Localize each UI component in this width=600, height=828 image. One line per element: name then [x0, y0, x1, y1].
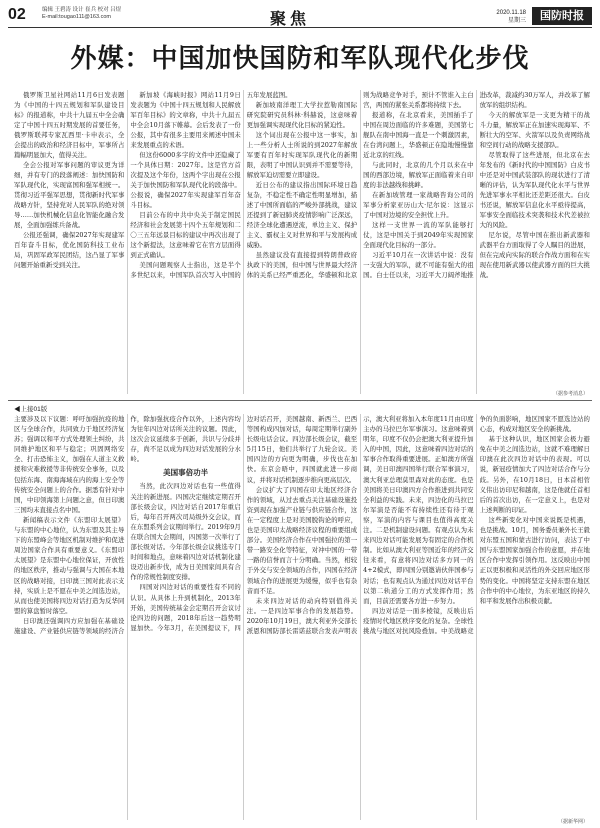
upper-credit: （据参考消息） [552, 391, 588, 397]
paragraph: 美国问题观察人士指出，这是半个多世纪以来，中国军队首次写入中国的五年发展蓝图。 [130, 91, 292, 279]
paragraph: 今天的解放军是一支更为精干的战斗力量，解放军正在加速实现海军、不断壮大的空军、火箭军以及负责网络战和空间行动的战略支援部队。 [479, 111, 590, 149]
main-headline: 外媒：中国加快国防和军队现代化步伐 [70, 44, 530, 74]
paragraph: 这个词出现在公报中这一事实，加上一些分析人士所说的到2027年解放军要有百年时实现军队现代化的新期限，表明了中国认识到并不需要等待，解放军迫切需要立即建设。 [246, 131, 358, 179]
paragraph: 目前公布的中共中央关于制定国民经济和社会发展第十四个五年规划和二〇三五年远景目标的建议中再次出现了这个新提法，这意味着它在官方层面得到正式确认。 [130, 211, 241, 259]
paragraph: 虽然建议没有直接提到特朗普政府执政下的美国，但中国与世界最大经济体的关系已经严重恶化，华盛顿和北京则为战略竞争对手，预计不管谁入主白宫，两国的紧张关系都将持续下去。 [246, 91, 474, 279]
subheading: 美国事倍功半 [163, 468, 209, 478]
weekday-text: 星期三 [507, 18, 526, 24]
continued-from-tag: ◀上接01版 [14, 406, 48, 413]
paragraph: 这样一支世界一流的军队能够打仗，这是中国关于到2049年实现国家全面现代化目标的一部分。 [363, 221, 474, 249]
editor-credits [42, 7, 121, 21]
paragraph: 近日公布的建议指出国际环境日趋复杂，不稳定性不确定性明显增加，描述了中国所面临的严峻外部挑战，建议还提到了新冠肺炎疫情影响广泛深远，经济全球化遭遇逆流，单边主义、保护主义、霸权主义对世界和平与发展构成威胁。 [246, 181, 358, 249]
paragraph: 新闻稿表示文件《东盟印太展望》与东盟的中心地位，认为东盟及其主导下的东盟峰会等地区机制对维护和促进周边国家合作具有重要意义。《东盟印太展望》是东盟中心地位保证，开放性的地区秩序，推动与强调与大国在本地区的战略对接，日印澳三国对此表示支持，实质上是不愿在中美之间选边站，从而也使美国将四边对话打造为反华同盟的算盘暂时落空。 [14, 515, 125, 615]
paragraph: 全会公报对军事问题的审议更为详细，并有专门的段落阐述：加快国防和军队现代化，实现富国和强军相统一。贯彻习近平强军思想，贯彻新时代军事战略方针，坚持党对人民军队的绝对领导……加快机械化信息化智能化融合发展，全面加强练兵备战。 [14, 161, 125, 229]
paragraph: 公报还强调，确保2027年实现建军百年奋斗目标，优化国防科技工业布局，巩固军政军民团结，这凸显了军事问题开始重新受到关注。 [14, 231, 125, 269]
newspaper-logo: 国防时报 [532, 7, 592, 25]
paragraph: 未来四边对话的动向特别值得关注。一是四边军事合作的发展趋势。2020年10月19日，澳大利亚外交部长派恩和国防部长雷诺兹联合发表声明表示，澳大利亚将加入本年度11月由印度主办的马拉巴尔军事演习。这意味着到明年，印度不仅仍会把澳大利亚提升加入的中国，因此，这意味着四边对话的军事合作取得重要进展。正如澳方所强调，美日印澳四国举行联合军事演习，澳大利亚总理莫里森对此的态度。也是美国将美日印澳四方合作推进到共同安全利益的实践。未来，四边化的马拉巴尔军演是否能不有持续性还有待于观察，军演的内容与课目也值得高度关注。二是机制建设问题。有观点认为未来四边对话可能发展为有固定的合作机制。比如从澳大利亚等国近年的经济交往来看，有意将四边对话多方同一的4+2模式，即四国分别邀请伙伴国参与对话；也有观点认为通过四边对话平台以第二轨道分工的方式发挥作用；然而，目前还需要各方进一步努力。 [246, 415, 474, 635]
paragraph: 新加坡南洋理工大学拉惹勒南国际研究院研究员科林·科赫说，这意味着更加强调实现现代化目标的紧迫性。 [246, 101, 358, 129]
section-title: 聚焦 [270, 9, 311, 28]
paragraph: 与此同时，北京的几个月以来在中国的西部边境，解放军正面临着来自印度的非法越线和挑衅。 [363, 161, 474, 189]
paragraph: 习近平10月在一次讲话中说：没有一支强大的军队，就不可能有强大的祖国。白士任以来，习近平大刀阔斧地推进改革，裁减约30万军人，并改革了解放军的组织结构。 [363, 91, 590, 279]
article-divider [8, 400, 592, 401]
paragraph: 新加坡《海峡时报》网站11月9日发表题为《中国十四五规划和人民解放军百年目标》的文章称，中共十九届五中全会10月落下帷幕。会后发表了一份公报，其中有很多主要用来阐述中国未来发展重点的术语。 [130, 91, 241, 149]
lower-article-body [14, 414, 590, 820]
paragraph: 但这份6000多字的文件中还隐藏了一个具体日期：2027年。这是官方首次提及这个年份，这两个字出现在公报关于加快国防和军队现代化的段落中。公报说，确保2027年实现建军百年奋斗目标。 [130, 151, 241, 209]
paragraph: 四国对四边对话的重要性有不同的认识。从具体上升到机制化，2013年开始，美国传统基金会定期召开会议讨论四边的问题，2018年后这一趋势明显加快。今年3月，在美国提议下，四边对话召开，美国越南、新西兰、巴西等国构成四加对话，每周定期举行副外长级电话会议。四边部长级会议，截至5月15日，他们共举行了九轮会议。美国四边的方向更为明确，步伐也在加快。东京会晤中，四国就此进一步商议，并将对话机制逐步推向更高层次。 [130, 415, 358, 632]
paragraph: 这些新变化对中国来说既是机遇，也是挑战。10月，国务委员兼外长王毅对东盟五国和蒙古进行访问，表达了中国与东盟国家加强合作的意愿，并在地区合作中发挥引领作用。这反映出中国正以更积极和灵活性的外交回应地区形势的变化。中国将坚定支持东盟在地区合作中的中心地位，为东亚地区的持久和平和发展作出积极贡献。 [479, 515, 590, 605]
email-line: E-mail:tougao111@163.com [42, 14, 111, 20]
paragraph: 在新加坡管理一家战略咨询公司的军事分析家亚历山大·尼尔说：这显示了中国对边境的安全担忧上升。 [363, 191, 474, 219]
paragraph: 俄罗斯卫星社网站11月6日发表题为《中国的十四五规划和军队建设目标》的报道称，中共十九届五中全会确定了中国十四五时期发展的首要任务，俄罗斯联邦专家瓦西里·卡申表示，全会提出的政治和经济目标中，军事所占篇幅明显加大，值得关注。 [14, 91, 125, 159]
date-text: 2020.11.18 [496, 10, 526, 16]
paragraph: 报道称，在北京看来，美国插手了中国在周边面临的许多难题，美国第七舰队在南中国海一直是一个刺激因素，在台湾问题上，华盛顿正在隐地慢慢靠近北京的红线。 [363, 111, 474, 159]
paragraph: 尽管取得了这些进展，但北京在去年发布的《新时代的中国国防》白皮书中还是对中国武装部队的现状进行了清晰的评估，认为军队现代化水平与世界先进军事水平相比还差距还很大。白皮书还说，解放军信息化水平亟待提高，军事安全面临技术突袭和技术代差被拉大的风险。 [479, 151, 590, 229]
issue-date [456, 9, 526, 25]
paragraph: 当然，此次四边对话也有一些值得关注的新进展。四国决定继续定期召开部长级会议，四边对话自2017年重启后，每年召开两次司局级外交会议，而在东盟系列会议期间举行。2019年9月在联合国大会期间，四国第一次举行了部长级对话。今年部长级会议挑选专门时间和地点，意味着四边对话机制化建设迈出新步伐，成为日美国家间具有合作的常规性制度安排。 [130, 482, 241, 582]
paragraph: 日印澳还强调四方应加强在基础设施建设、产业链供应链等领域的经济合作，除加强抗疫合作以外，上述内容均为往年四边对话所关注的议题。因此，这次会议延续多于创新，共识与分歧并存，尚不足以成为四边对话发展的分水岭。 [14, 415, 241, 635]
editor-line: 编辑 王碧涛 设计 崔兵 校对 吕煜 [42, 7, 122, 13]
paragraph: 尼尔说，尽管中国在推出新武器和武器平台方面取得了令人瞩目的进展，但在完成向实际的联合作战方面和在实现在使用新武器以使武器方面的巨大挑战。 [479, 231, 590, 279]
paragraph: 基于这种认识，地区国家会极力避免在中美之间选边站，这就不难理解日印澳在此次四边对话中的表现。可以说，新冠疫情加大了四边对话合作与分歧。另外，在10月18日，日本首相菅义伟出访印尼和越南，这是他就任首相后的首次出访，在一定意义上，也是对上述判断的印证。 [479, 435, 590, 514]
paragraph: 四边对话是一面多棱镜，反映出后疫情时代地区秩序变化的复杂。全球性挑战与地区对抗风险叠加。中美战略竞争的负面影响，地区国家不愿选边站的心态，构成对地区安全的新挑战。 [363, 415, 590, 635]
lower-credit: （据新华网） [557, 819, 588, 825]
paragraph: 主要涉及以下议题：呼吁加强抗疫的地区与全球合作，共同致力于地区经济复苏；强调以和平方式处理领土纠纷，共同维护地区和平与稳定；巩固网络安全、打击恐怖主义，加强在人道主义救援和灾难救援等非传统安全事务，以及包括东海、南海海域在内的海上安全等传统安全问题上的合作。据悉有针对中国，中印领海第上问题之意，但日印澳三国均未直接点名中国。 [14, 415, 125, 514]
page-number: 02 [8, 6, 26, 23]
page-header [8, 6, 592, 28]
paragraph: 会议扩大了四国在印太地区经济合作的领域，从过去重点关注基础设施投资到现在加强产业链与供应链合作，这在一定程度上是对美国脱钩论的呼应，也是美国印太战略经济议程的重要组成部分。美国经济合作在中国强拉的第一带一路安全化等特征，对冲中国的一带一路的信誉而言十分明确。当然，相较于外交与安全领域的合作，四国在经济领域合作的进展更为缓慢，似乎也有杂音而不足。 [246, 485, 358, 595]
upper-article-body [14, 90, 590, 394]
